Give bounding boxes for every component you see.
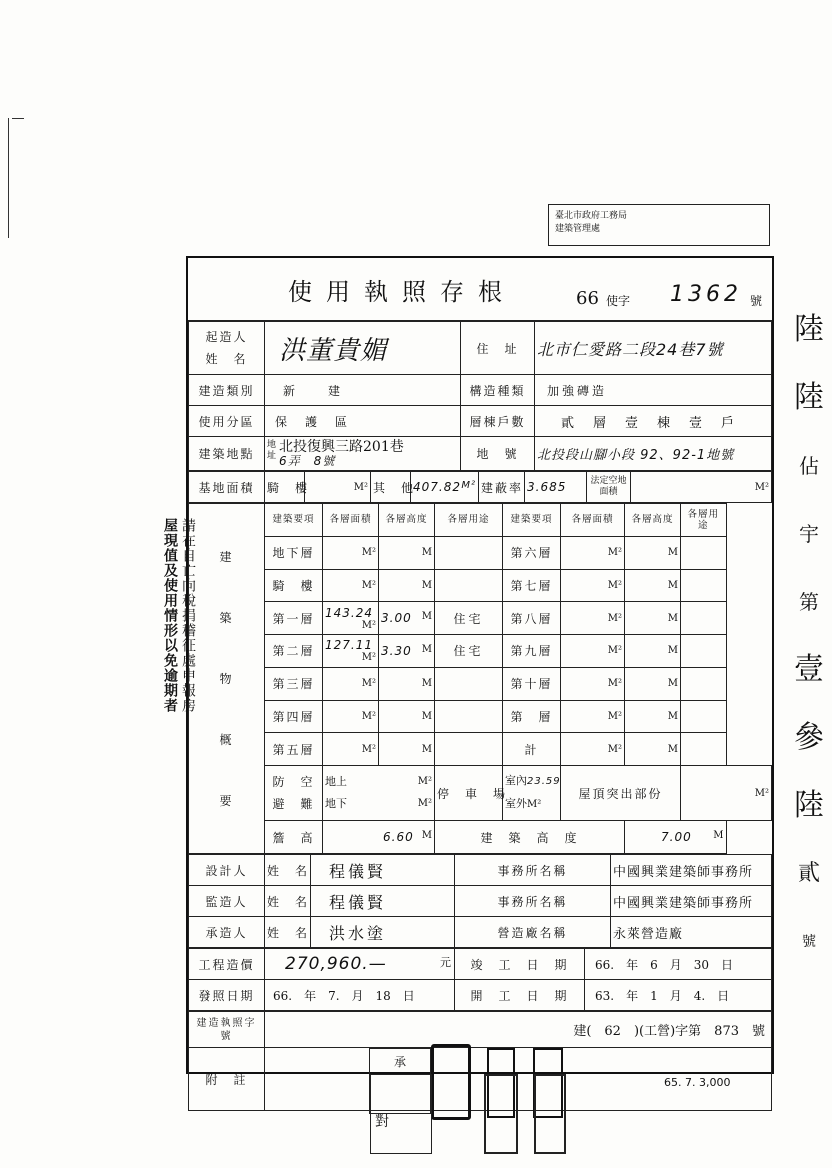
- form-print-code: 65. 7. 3,000: [664, 1076, 731, 1089]
- area-label: 基地面積: [189, 472, 265, 503]
- floors-value: 貳 層 壹 棟 壹 戶: [535, 406, 772, 437]
- legal-label: 法定空地面積: [587, 472, 631, 503]
- person-org-label: 事務所名稱: [455, 886, 611, 917]
- unit: M: [667, 547, 678, 559]
- floor-area-right: [561, 667, 625, 700]
- person-name: 程儀賢: [311, 855, 455, 886]
- builder-label: [189, 322, 265, 375]
- outdoor-label: 室外: [505, 797, 527, 811]
- building-summary: [188, 503, 772, 854]
- building-header: 建築要項: [503, 504, 561, 537]
- permit-value: 建( 62 )(工營)字第 873 號: [265, 1012, 772, 1048]
- side-char: 建: [219, 550, 234, 564]
- form-header: [188, 258, 772, 321]
- unit: M²: [607, 612, 622, 624]
- floor-use-right: [681, 536, 727, 569]
- eave-label: 簷 高: [265, 821, 323, 854]
- unit: M²: [607, 547, 622, 559]
- people-table: [188, 854, 772, 948]
- floor-height-right: [625, 536, 681, 569]
- unit: M²: [461, 480, 476, 491]
- person-org: 中國興業建築師事務所: [611, 886, 772, 917]
- floor-height: [379, 569, 435, 602]
- lot-label: 地 號: [461, 437, 535, 471]
- person-name-label: 姓 名: [265, 917, 311, 948]
- form-title: 使用執照存根: [288, 278, 516, 306]
- fragment-char: 陸: [794, 380, 824, 415]
- building-header: 各層用途: [435, 504, 503, 537]
- site-sub-label: 地址: [267, 439, 277, 461]
- floor-name: 地下層: [265, 536, 323, 569]
- shelter-ground-label: 地上: [325, 775, 347, 789]
- floor-height: [379, 700, 435, 733]
- person-name: 洪水塗: [311, 917, 455, 948]
- outer-seal-bottom: [370, 1074, 432, 1154]
- building-side-label: [189, 504, 265, 854]
- floor-area-right: [561, 700, 625, 733]
- shelter-ground: [325, 771, 432, 793]
- approval-seal: [431, 1044, 471, 1120]
- fragment-char: 陸: [794, 788, 824, 823]
- other-area-value: 407.82: [413, 480, 461, 494]
- shelter-label-line: 避 難: [272, 797, 315, 812]
- arcade-area: [305, 472, 371, 503]
- address-label: 住 址: [461, 322, 535, 375]
- scan-margin-mark: [8, 118, 9, 238]
- floor-name: 第三層: [265, 667, 323, 700]
- person-role: 設計人: [189, 855, 265, 886]
- unit: M²: [527, 799, 542, 811]
- zone-label: 使用分區: [189, 406, 265, 437]
- scan-margin-mark: [12, 118, 24, 119]
- fragment-char: 壹: [794, 652, 824, 687]
- cost-value: 270,960.—: [285, 954, 387, 974]
- unit: M²: [361, 678, 376, 690]
- floor-use: [435, 667, 503, 700]
- other-label: 其 他: [371, 472, 411, 503]
- build-type-value: 新 建: [265, 375, 461, 406]
- structure-value: 加強磚造: [535, 375, 772, 406]
- unit: M²: [607, 579, 622, 591]
- eave-value: [323, 821, 435, 854]
- fragment-char: 宇: [799, 522, 819, 546]
- building-header: 各層高度: [625, 504, 681, 537]
- unit: M²: [361, 743, 376, 755]
- floor-name-right: 第六層: [503, 536, 561, 569]
- unit: M²: [361, 579, 376, 591]
- basic-info-table: [188, 321, 772, 471]
- eave-value-text: 6.60: [383, 830, 414, 845]
- zone-value: 保 護 區: [265, 406, 461, 437]
- floor-height-value: 3.00: [381, 611, 412, 626]
- floor-area-value: 127.11: [325, 638, 373, 653]
- shelter-underground: [325, 793, 432, 815]
- shelter-values: [323, 766, 435, 821]
- site-value-line2: 6弄 8號: [279, 453, 336, 468]
- side-char: 概: [219, 733, 234, 747]
- building-header: 各層高度: [379, 504, 435, 537]
- floor-use: [435, 733, 503, 766]
- done-date-value: 66. 年 6 月 30 日: [585, 949, 772, 980]
- bldg-height-label: 建 築 高 度: [435, 821, 625, 854]
- structure-label: 構造種類: [461, 375, 535, 406]
- bldg-height-value: [625, 821, 727, 854]
- floor-name: 第一層: [265, 602, 323, 635]
- unit: M²: [417, 798, 432, 810]
- cost-value-cell: [265, 949, 455, 980]
- floor-area: [323, 536, 379, 569]
- floor-name: 第二層: [265, 635, 323, 668]
- unit: M: [421, 710, 432, 722]
- bldg-height-value-text: 7.00: [661, 830, 692, 845]
- floor-area-value: 143.24: [325, 605, 373, 620]
- floor-height-right: [625, 700, 681, 733]
- floor-use: [435, 569, 503, 602]
- person-name-label: 姓 名: [265, 886, 311, 917]
- floor-height: [379, 536, 435, 569]
- parking-outdoor: [505, 793, 558, 816]
- permit-label: 建造執照字號: [189, 1012, 265, 1048]
- floor-name-right: 計: [503, 733, 561, 766]
- unit: M: [667, 612, 678, 624]
- build-type-label: 建造類別: [189, 375, 265, 406]
- shelter-label-line: 防 空: [272, 775, 315, 790]
- lot-value: 北投段山腳小段 92、92-1地號: [535, 437, 772, 471]
- floor-use-right: [681, 635, 727, 668]
- floor-height-right: [625, 635, 681, 668]
- unit: M²: [607, 710, 622, 722]
- floor-height-right: [625, 667, 681, 700]
- legal-area: [631, 472, 772, 503]
- cost-unit: 元: [440, 956, 452, 969]
- unit: M²: [607, 678, 622, 690]
- outer-seal-bottom-3: [534, 1074, 566, 1154]
- floor-name: 第四層: [265, 700, 323, 733]
- fragment-char: 參: [794, 720, 824, 755]
- remark-label: 附 註: [189, 1048, 265, 1111]
- floor-height: [379, 667, 435, 700]
- floor-use: 住宅: [435, 602, 503, 635]
- address-value: 北市仁愛路二段24巷7號: [535, 322, 772, 375]
- person-org: 中國興業建築師事務所: [611, 855, 772, 886]
- floor-area: [323, 602, 379, 635]
- adjacent-page-fragment: [786, 296, 832, 976]
- parking-values: [503, 766, 561, 821]
- parking-indoor: [505, 770, 561, 793]
- person-role: 監造人: [189, 886, 265, 917]
- fragment-char: 陸: [794, 312, 824, 347]
- unit: M: [713, 830, 724, 842]
- unit: M: [667, 645, 678, 657]
- floor-use-right: [681, 700, 727, 733]
- floor-area: [323, 733, 379, 766]
- floor-area: [323, 667, 379, 700]
- person-role: 承造人: [189, 917, 265, 948]
- site-label: 建築地點: [189, 437, 265, 471]
- unit: M²: [361, 547, 376, 559]
- floor-area-right: [561, 602, 625, 635]
- floor-use-right: [681, 733, 727, 766]
- unit: M²: [754, 787, 769, 799]
- parking-label: 停 車 場: [435, 766, 503, 821]
- floor-use-right: [681, 667, 727, 700]
- person-org: 永萊營造廠: [611, 917, 772, 948]
- license-number: 1362: [670, 282, 742, 307]
- site-value: 北投復興三路201巷: [279, 438, 404, 455]
- unit: M: [421, 579, 432, 591]
- seal-bottom-label: 對: [375, 1114, 389, 1130]
- person-org-label: 營造廠名稱: [455, 917, 611, 948]
- floor-area-right: [561, 635, 625, 668]
- builder-label-line: 姓 名: [205, 352, 248, 366]
- roof-value: [681, 766, 772, 821]
- floor-height: [379, 602, 435, 635]
- floor-height-right: [625, 602, 681, 635]
- license-char: 使字: [606, 294, 631, 308]
- builder-label-line: 起造人: [205, 330, 248, 344]
- site-value-cell: [265, 437, 461, 471]
- building-header: 各層面積: [323, 504, 379, 537]
- side-char: 築: [219, 611, 234, 625]
- unit: M: [421, 611, 432, 623]
- building-header: 各層面積: [561, 504, 625, 537]
- floors-label: 層棟戶數: [461, 406, 535, 437]
- floor-name: 第五層: [265, 733, 323, 766]
- floor-area-right: [561, 733, 625, 766]
- outer-seal-bottom-2: [484, 1074, 518, 1154]
- roof-label: 屋頂突出部份: [561, 766, 681, 821]
- floor-use: [435, 536, 503, 569]
- floor-area: [323, 569, 379, 602]
- stamp-line-2: 建築管理處: [555, 224, 601, 234]
- floor-name-right: 第七層: [503, 569, 561, 602]
- floor-height-right: [625, 733, 681, 766]
- floor-name-right: 第八層: [503, 602, 561, 635]
- indoor-value: 23.59: [527, 776, 561, 788]
- fragment-char: 號: [802, 934, 816, 950]
- shelter-label: [265, 766, 323, 821]
- done-date-label: 竣 工 日 期: [455, 949, 585, 980]
- floor-use-right: [681, 602, 727, 635]
- building-header: 各層用途: [681, 504, 727, 537]
- left-note-1: 屋現值及使用情形以免逾期者: [162, 518, 178, 713]
- cost-label: 工程造價: [189, 949, 265, 980]
- shelter-underground-label: 地下: [325, 797, 347, 811]
- unit: M: [421, 830, 432, 842]
- issue-date-label: 發照日期: [189, 980, 265, 1011]
- unit: M: [667, 678, 678, 690]
- arcade-label: 騎 樓: [265, 472, 305, 503]
- unit: M²: [361, 710, 376, 722]
- building-table: [188, 503, 772, 854]
- license-suffix: 號: [750, 294, 763, 308]
- person-name: 程儀賢: [311, 886, 455, 917]
- side-char: 要: [219, 794, 234, 808]
- floor-name: 騎 樓: [265, 569, 323, 602]
- unit: M: [667, 579, 678, 591]
- floor-name-right: 第 層: [503, 700, 561, 733]
- unit: M: [667, 710, 678, 722]
- unit: M: [667, 743, 678, 755]
- unit: M²: [754, 481, 769, 493]
- fragment-char: 佔: [799, 454, 819, 478]
- floor-name-right: 第九層: [503, 635, 561, 668]
- floor-area-right: [561, 569, 625, 602]
- unit: M²: [417, 776, 432, 788]
- builder-name: 洪董貴媚: [265, 322, 461, 375]
- floor-height-value: 3.30: [381, 643, 412, 658]
- floor-area: [323, 700, 379, 733]
- floor-area-right: [561, 536, 625, 569]
- person-name-label: 姓 名: [265, 855, 311, 886]
- floor-area: [323, 635, 379, 668]
- floor-height: [379, 635, 435, 668]
- floor-height: [379, 733, 435, 766]
- person-org-label: 事務所名稱: [455, 855, 611, 886]
- seal-box-label: 承: [393, 1055, 406, 1069]
- area-table: [188, 471, 772, 503]
- unit: M²: [353, 481, 368, 493]
- unit: M²: [607, 743, 622, 755]
- other-area: [411, 472, 479, 503]
- floor-use-right: [681, 569, 727, 602]
- floor-name-right: 第十層: [503, 667, 561, 700]
- start-date-value: 63. 年 1 月 4. 日: [585, 980, 772, 1011]
- fragment-char: 貳: [797, 861, 820, 886]
- building-header: 建築要項: [265, 504, 323, 537]
- coverage-value: 3.685: [525, 472, 587, 503]
- unit: M: [421, 547, 432, 559]
- registration-stamp: [548, 204, 770, 246]
- stamp-line-1: 臺北市政府工務局: [555, 211, 628, 221]
- floor-use: [435, 700, 503, 733]
- unit: M²: [361, 619, 376, 631]
- license-year: 66: [576, 288, 599, 309]
- floor-height-right: [625, 569, 681, 602]
- unit: M: [421, 678, 432, 690]
- unit: M: [421, 743, 432, 755]
- indoor-label: 室內: [505, 774, 527, 788]
- coverage-label: 建蔽率: [479, 472, 525, 503]
- unit: M²: [361, 652, 376, 664]
- unit: M: [421, 643, 432, 655]
- unit: M²: [607, 645, 622, 657]
- permit-table: [188, 1011, 772, 1111]
- start-date-label: 開 工 日 期: [455, 980, 585, 1011]
- fragment-char: 第: [799, 590, 819, 614]
- dates-table: [188, 948, 772, 1011]
- left-note-2: 請在自亡向稅捐稽征處申報房: [180, 518, 196, 713]
- side-char: 物: [219, 672, 234, 686]
- floor-use: 住宅: [435, 635, 503, 668]
- issue-date-value: 66. 年 7. 月 18 日: [265, 980, 455, 1011]
